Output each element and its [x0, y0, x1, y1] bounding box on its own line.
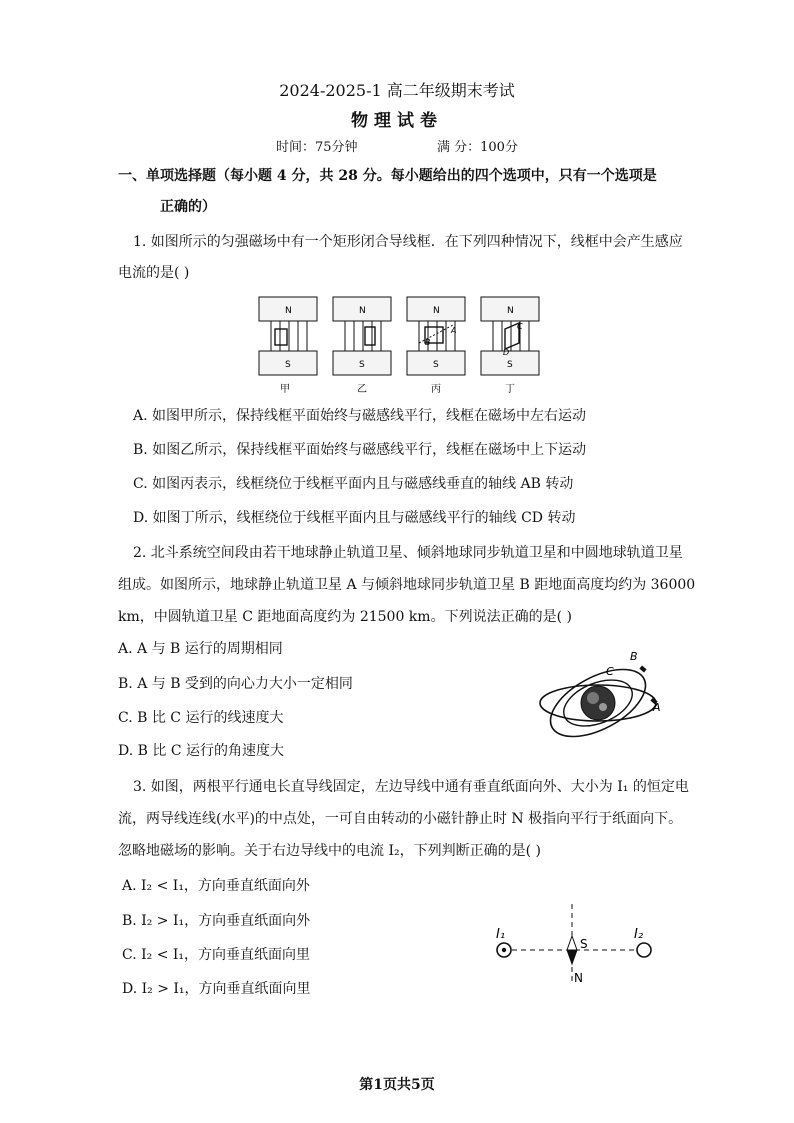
earth-icon — [581, 686, 615, 720]
pole-n-label: N — [433, 306, 440, 316]
wire-i2 — [637, 943, 651, 957]
q2-orbit-figure — [536, 645, 676, 745]
label-n: N — [574, 971, 583, 985]
pole-n-label: N — [285, 306, 292, 316]
exam-title: 2024-2025-1 高二年级期末考试 — [279, 81, 515, 100]
q2-stem-cont1: 组成。如图所示，地球静止轨道卫星 A 与倾斜地球同步轨道卫星 B 距地面高度均约为 36000 — [118, 577, 696, 593]
pole-s-label: S — [285, 360, 291, 370]
section-heading: 一、单项选择题（每小题 4 分，共 28 分。每小题给出的四个选项中，只有一个选项是 — [118, 168, 657, 184]
pole-s-label: S — [359, 360, 365, 370]
fig-label-jia: 甲 — [280, 384, 290, 395]
q1-stem: 1. 如图所示的匀强磁场中有一个矩形闭合导线框．在下列四种情况下，线框中会产生感应 — [133, 234, 683, 250]
label-s: S — [580, 937, 588, 951]
q2-option-b: B. A 与 B 受到的向心力大小一定相同 — [118, 676, 353, 692]
fig-label-yi: 乙 — [357, 384, 367, 395]
q3-option-d: D. I₂ > I₁，方向垂直纸面向里 — [122, 981, 311, 997]
q1-option-b: B. 如图乙所示，保持线框平面始终与磁感线平行，线框在磁场中上下运动 — [133, 442, 587, 458]
label-i1: I₁ — [496, 927, 506, 942]
pole-n-label: N — [359, 306, 366, 316]
pole-n-label: N — [507, 306, 514, 316]
magnet-yi — [333, 297, 391, 375]
q3-option-c: C. I₂ < I₁，方向垂直纸面向里 — [122, 947, 311, 963]
q2-stem-cont2: km，中圆轨道卫星 C 距地面高度约为 21500 km。下列说法正确的是( ) — [118, 609, 572, 625]
q3-stem: 3. 如图，两根平行通电长直导线固定，左边导线中通有垂直纸面向外、大小为 I₁ 的恒定电 — [133, 779, 689, 795]
q2-option-d: D. B 比 C 运行的角速度大 — [118, 743, 284, 759]
fig-label-bing: 丙 — [431, 384, 441, 395]
orbit-label-b: B — [630, 650, 638, 663]
q3-option-a: A. I₂ < I₁，方向垂直纸面向外 — [122, 878, 310, 894]
orbit-label-c: C — [606, 665, 614, 678]
orbit-label-a: A — [653, 701, 661, 714]
page-number: 第1页共5页 — [359, 1077, 435, 1093]
magnet-bing — [407, 297, 465, 375]
axis-label-a: A — [451, 326, 457, 335]
q3-stem-cont2: 忽略地磁场的影响。关于右边导线中的电流 I₂，下列判断正确的是( ) — [118, 843, 541, 859]
section-heading-cont: 正确的） — [160, 199, 216, 215]
q3-stem-cont1: 流，两导线连线(水平)的中点处，一可自由转动的小磁针静止时 N 极指向平行于纸面向下。 — [118, 811, 683, 827]
exam-time: 时间：75分钟 — [276, 140, 358, 155]
q2-stem: 2. 北斗系统空间段由若干地球静止轨道卫星、倾斜地球同步轨道卫星和中圆地球轨道卫星 — [133, 545, 683, 561]
needle-s-icon — [567, 936, 577, 950]
q2-option-c: C. B 比 C 运行的线速度大 — [118, 710, 284, 726]
fig-label-ding: 丁 — [505, 384, 515, 395]
label-i2: I₂ — [634, 927, 644, 942]
paper-subtitle: 物理试卷 — [351, 111, 443, 131]
q1-option-d: D. 如图丁所示，线框绕位于线框平面内且与磁感线平行的轴线 CD 转动 — [133, 510, 576, 526]
axis-label-c: C — [517, 322, 523, 331]
magnet-ding — [481, 297, 539, 375]
q3-option-b: B. I₂ > I₁，方向垂直纸面向外 — [122, 913, 311, 929]
pole-s-label: S — [433, 360, 439, 370]
needle-n-icon — [567, 950, 577, 964]
axis-label-d: D — [503, 348, 510, 357]
axis-label-b: B — [425, 338, 431, 347]
q1-stem-cont: 电流的是( ) — [118, 265, 190, 281]
magnet-jia — [259, 297, 317, 375]
q1-option-a: A. 如图甲所示，保持线框平面始终与磁感线平行，线框在磁场中左右运动 — [133, 408, 587, 424]
pole-s-label: S — [507, 360, 513, 370]
q2-option-a: A. A 与 B 运行的周期相同 — [118, 641, 283, 657]
q1-figure — [255, 293, 555, 398]
q3-wire-figure — [488, 902, 668, 992]
q1-option-c: C. 如图丙表示，线框绕位于线框平面内且与磁感线垂直的轴线 AB 转动 — [133, 476, 574, 492]
exam-score: 满 分：100分 — [437, 140, 518, 155]
